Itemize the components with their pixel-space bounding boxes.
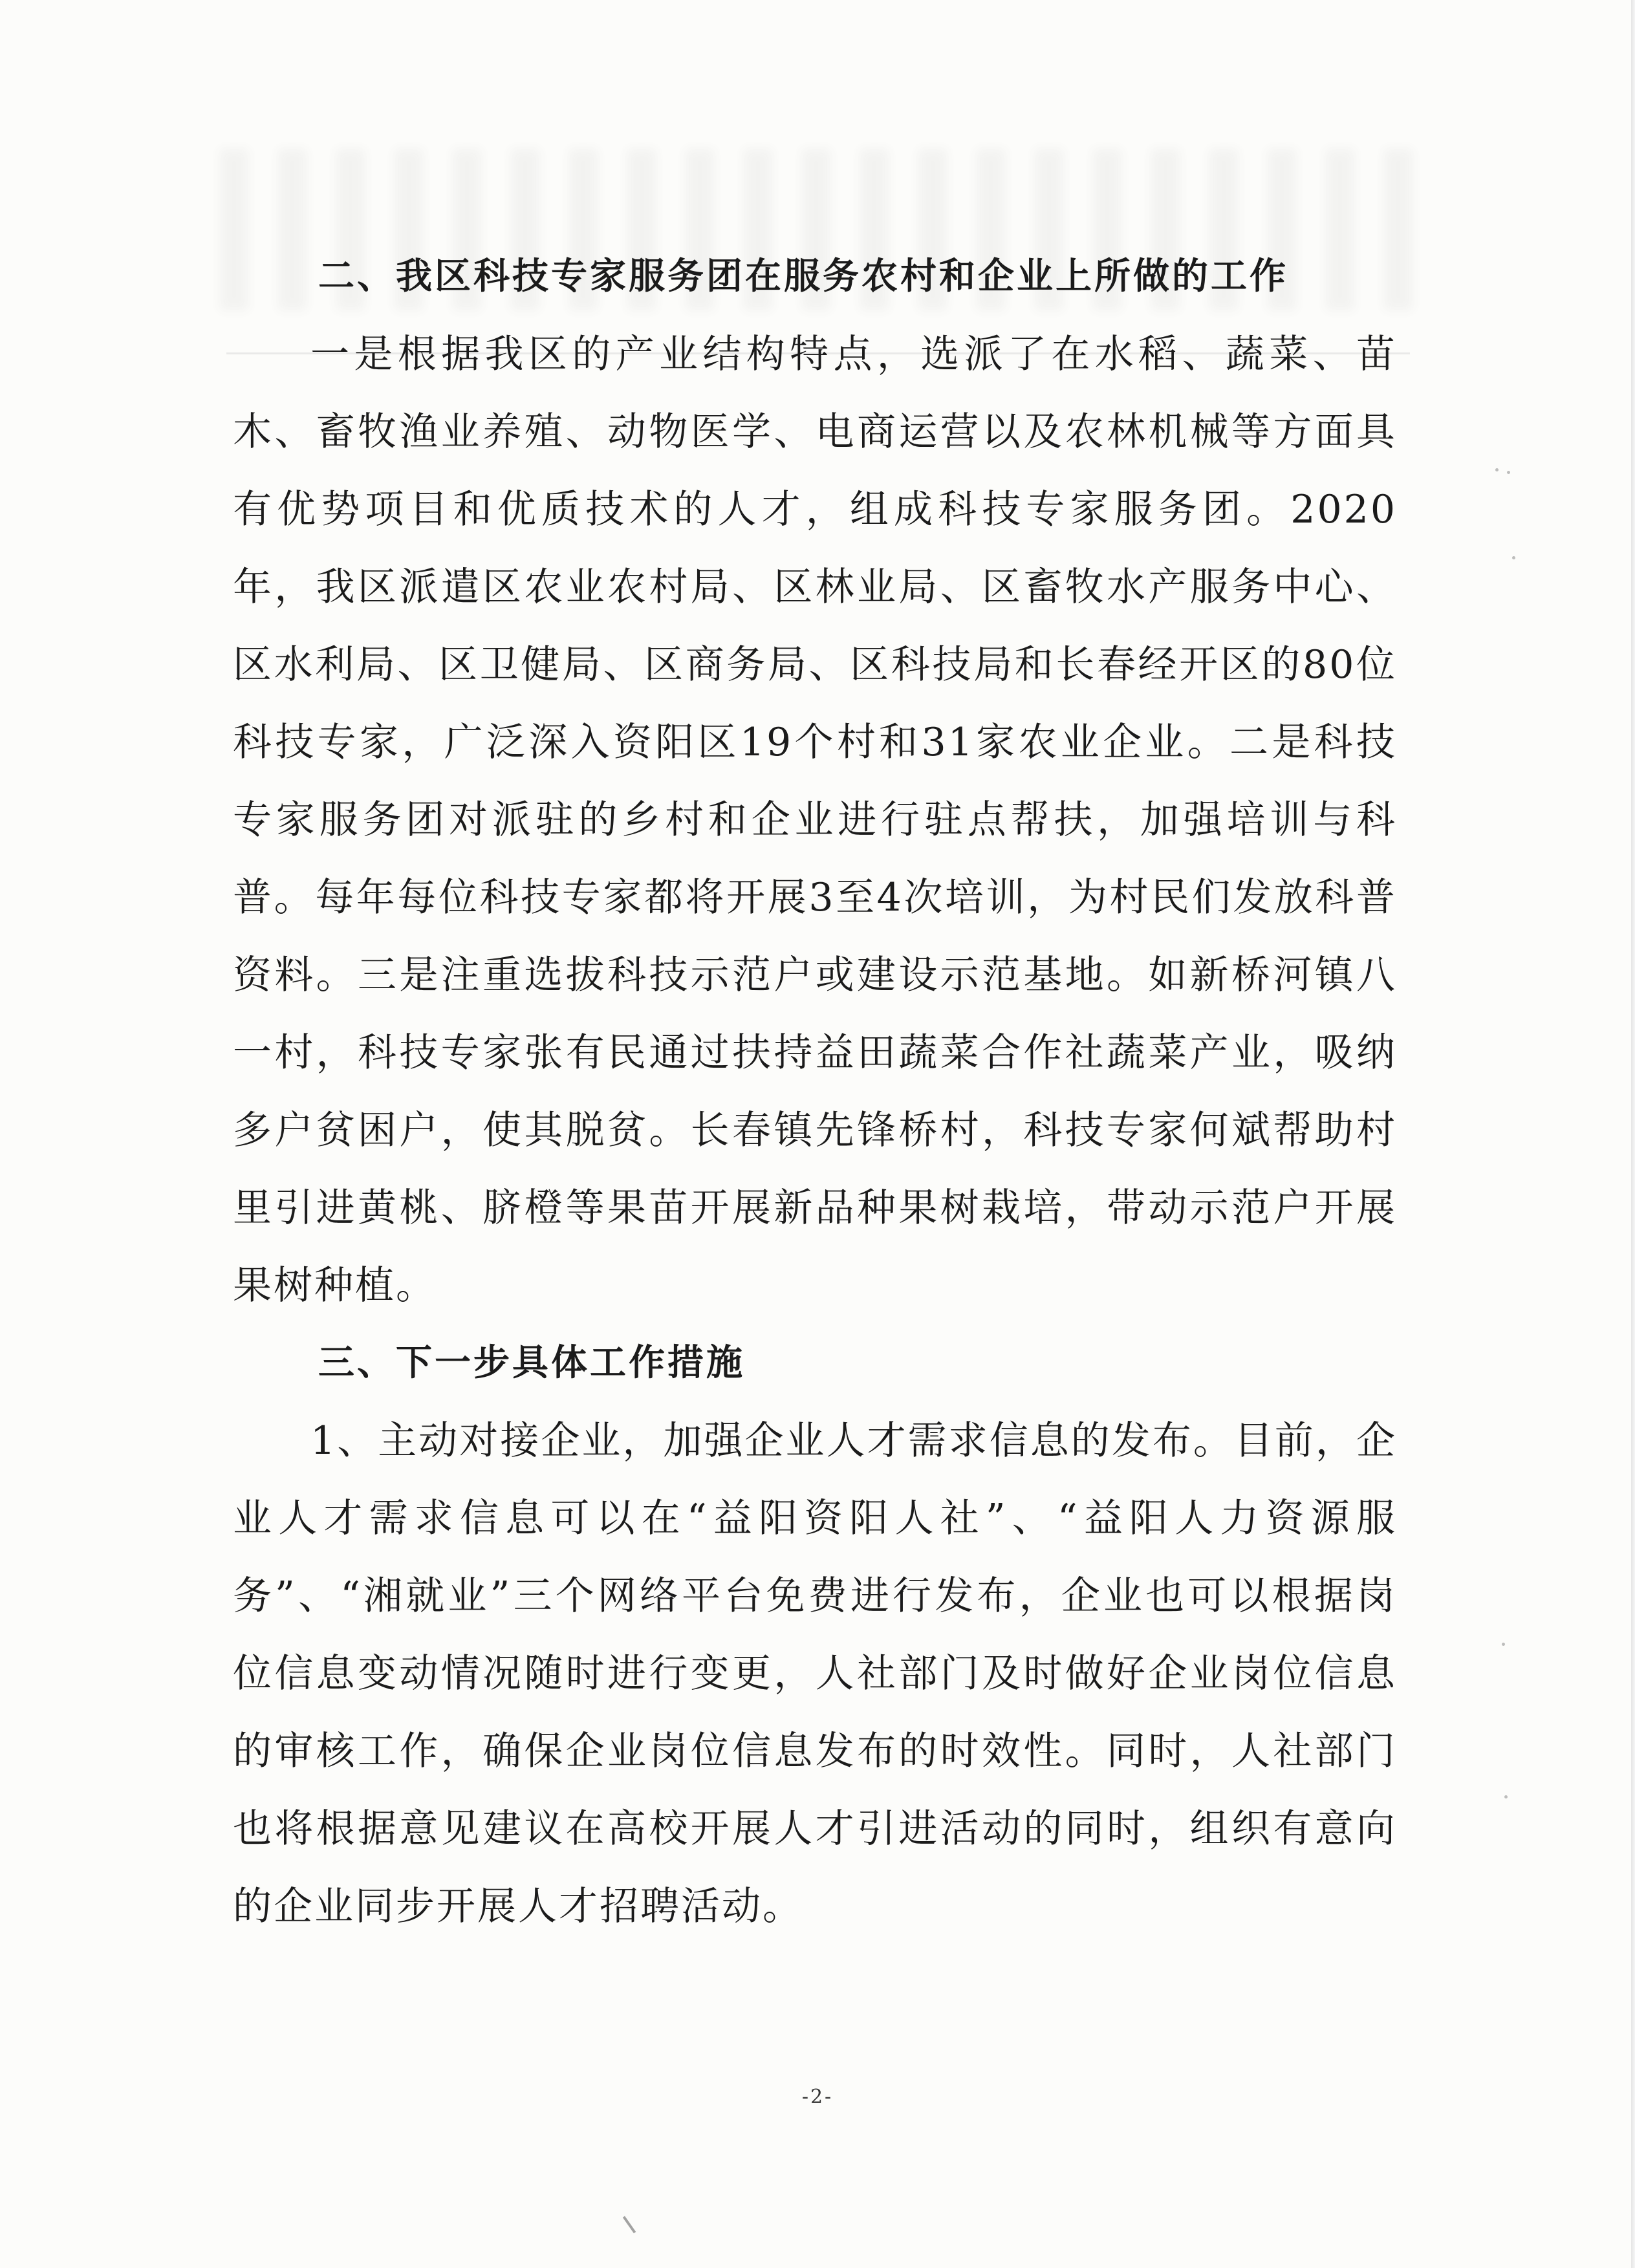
page-number: -2- [801,2086,834,2108]
scan-speck [1504,1795,1508,1798]
section-two-heading: 二、我区科技专家服务团在服务农村和企业上所做的工作 [318,255,1288,297]
scan-edge [1631,0,1635,2268]
scan-mark [623,2216,636,2234]
section-three-paragraph: 1、主动对接企业，加强企业人才需求信息的发布。目前，企业人才需求信息可以在“益阳资阳人社”、“益阳人力资源服务”、“湘就业”三个网络平台免费进行发布，企业也可以根据岗位信息变动情况随时进行变更，人社部门及时做好企业岗位信息的审核工作，确保企业岗位信息发布的时效性。同时，人社部门也将根据意见建议在高校开展人才引进活动的同时，组织有意向的企业同步开展人才招聘活动。 [233,1418,1397,1929]
scan-speck [1512,556,1515,559]
document-body [233,238,1397,1945]
section-two-paragraph: 一是根据我区的产业结构特点，选派了在水稻、蔬菜、苗木、畜牧渔业养殖、动物医学、电商运营以及农林机械等方面具有优势项目和优质技术的人才，组成科技专家服务团。2020年，我区派遣区农业农村局、区林业局、区畜牧水产服务中心、区水利局、区卫健局、区商务局、区科技局和长春经开区的80位科技专家，广泛深入资阳区19个村和31家农业企业。二是科技专家服务团对派驻的乡村和企业进行驻点帮扶，加强培训与科普。每年每位科技专家都将开展3至4次培训，为村民们发放科普资料。三是注重选拔科技示范户或建设示范基地。如新桥河镇八一村，科技专家张有民通过扶持益田蔬菜合作社蔬菜产业，吸纳多户贫困户，使其脱贫。长春镇先锋桥村，科技专家何斌帮助村里引进黄桃、脐橙等果苗开展新品种果树栽培，带动示范户开展果树种植。 [233,332,1397,1308]
scan-speck [1507,471,1510,474]
scan-speck [1495,468,1499,471]
section-three-heading: 三、下一步具体工作措施 [318,1342,745,1384]
scan-speck [1502,1643,1505,1646]
